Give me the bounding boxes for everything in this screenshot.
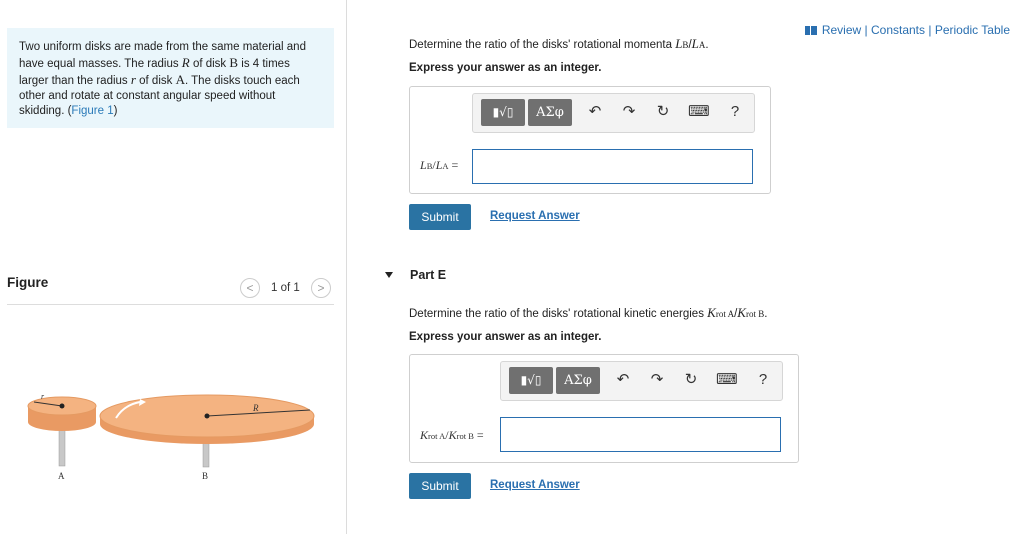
keyboard-icon[interactable]: ⌨	[688, 103, 710, 120]
top-links: Review | Constants | Periodic Table	[805, 23, 1010, 37]
book-icon	[805, 26, 817, 35]
part-e-request-answer-link[interactable]: Request Answer	[490, 479, 580, 491]
label-r: r	[41, 392, 45, 401]
template-button[interactable]	[481, 99, 525, 126]
part-e-toolbar	[500, 361, 783, 401]
part-e-instruction: Express your answer as an integer.	[409, 331, 602, 343]
part-e-question: Determine the ratio of the disks' rotational kinetic energies Krot A/Krot B.	[409, 305, 768, 320]
redo-icon[interactable]: ↷	[650, 371, 664, 388]
part-d-submit-button[interactable]: Submit	[409, 204, 471, 230]
problem-line-4: other and rotate at constant angular speed without	[19, 90, 276, 102]
problem-line-1: Two uniform disks are made from the same material and	[19, 41, 306, 53]
part-d-equation-label: LB/LA =	[420, 158, 459, 172]
part-e-answer-panel	[409, 354, 799, 463]
redo-icon[interactable]: ↷	[622, 103, 636, 120]
reset-icon[interactable]: ↻	[656, 103, 670, 120]
undo-icon[interactable]: ↶	[616, 371, 630, 388]
reset-icon[interactable]: ↻	[684, 371, 698, 388]
part-d-instruction: Express your answer as an integer.	[409, 62, 602, 74]
problem-line-5: skidding. (Figure 1)	[19, 105, 118, 117]
figure-divider	[7, 304, 334, 305]
keyboard-icon[interactable]: ⌨	[716, 371, 738, 388]
part-e-submit-button[interactable]: Submit	[409, 473, 471, 499]
collapse-toggle-icon[interactable]	[385, 272, 393, 278]
undo-icon[interactable]: ↶	[588, 103, 602, 120]
part-d-answer-input[interactable]	[472, 149, 753, 184]
column-divider	[346, 0, 347, 534]
part-d-answer-panel	[409, 86, 771, 194]
constants-link[interactable]: Constants	[870, 23, 926, 37]
part-d-question: Determine the ratio of the disks' rotational momenta LB/LA.	[409, 36, 709, 51]
problem-statement	[7, 28, 334, 128]
center-dot-a	[60, 404, 65, 409]
shaft-a	[59, 428, 65, 466]
help-icon[interactable]: ?	[758, 371, 768, 388]
help-icon[interactable]: ?	[730, 103, 740, 120]
review-link[interactable]: Review	[821, 23, 862, 37]
template-icon: ▮√▯	[520, 373, 542, 387]
figure-link[interactable]: Figure 1	[71, 105, 114, 117]
figure-title: Figure	[7, 275, 49, 290]
template-icon: ▮√▯	[492, 105, 514, 119]
part-e-answer-input[interactable]	[500, 417, 781, 452]
figure-next-button[interactable]: >	[311, 278, 331, 298]
part-e-label[interactable]: Part E	[410, 268, 447, 282]
problem-line-2: have equal masses. The radius R of disk B is 4 times	[19, 55, 290, 70]
part-d-request-answer-link[interactable]: Request Answer	[490, 210, 580, 222]
center-dot-b	[205, 414, 210, 419]
label-R: R	[253, 403, 259, 413]
label-A: A	[58, 471, 65, 481]
figure-prev-button[interactable]: <	[240, 278, 260, 298]
greek-symbols-button[interactable]: ΑΣφ	[528, 99, 572, 126]
figure-pager: 1 of 1	[271, 282, 300, 294]
label-B: B	[202, 471, 209, 481]
part-e-equation-label: Krot A/Krot B =	[420, 428, 484, 442]
problem-line-3: larger than the radius r of disk A. The disks touch each	[19, 72, 300, 87]
periodic-table-link[interactable]: Periodic Table	[934, 23, 1010, 37]
greek-symbols-button[interactable]: ΑΣφ	[556, 367, 600, 394]
part-d-toolbar	[472, 93, 755, 133]
disks-figure	[20, 380, 320, 485]
template-button[interactable]	[509, 367, 553, 394]
